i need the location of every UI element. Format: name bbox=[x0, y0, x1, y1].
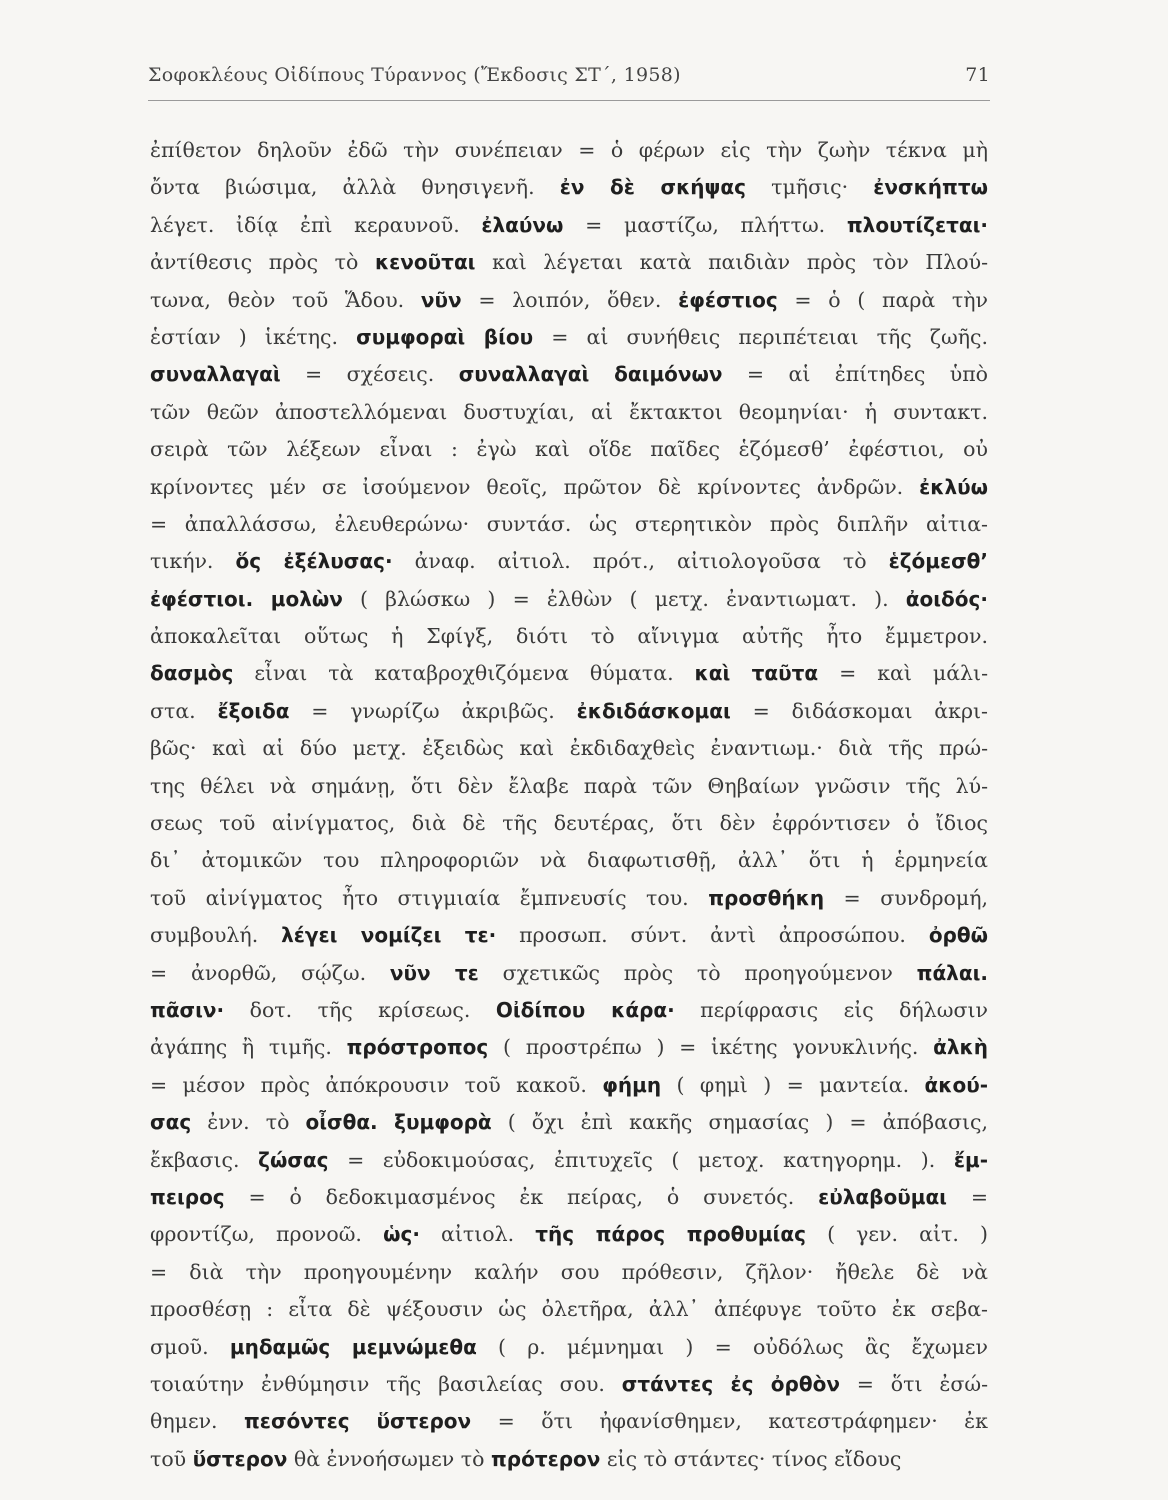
text-line bbox=[150, 1142, 988, 1179]
lemma: πλουτίζεται· bbox=[846, 212, 988, 237]
gloss-text: = ὁ ( παρὰ τὴν bbox=[777, 287, 988, 312]
gloss-text: = ὁ δεδοκιμασμένος ἐκ πείρας, ὁ συνετός. bbox=[224, 1184, 819, 1209]
lemma: ἐνσκήπτω bbox=[873, 175, 988, 200]
text-line bbox=[150, 356, 988, 393]
lemma: ἀλκὴ bbox=[933, 1035, 988, 1060]
gloss-text: τωνα, θεὸν τοῦ Ἅδου. bbox=[150, 287, 421, 312]
lemma: τῆς πάρος προθυμίας bbox=[535, 1222, 806, 1247]
gloss-text: τῶν θεῶν ἀποστελλόμεναι δυστυχίαι, αἱ ἔκτακτοι θεομηνίαι· ἡ συντακτ. bbox=[150, 399, 988, 424]
text-line bbox=[150, 1366, 988, 1403]
lemma: ἔξοιδα bbox=[217, 698, 290, 723]
lemma: ζώσας bbox=[258, 1147, 329, 1172]
gloss-text: ἀντίθεσις πρὸς τὸ bbox=[150, 250, 375, 275]
lemma: πεσόντες ὕστερον bbox=[243, 1409, 472, 1434]
gloss-text: = μέσον πρὸς ἀπόκρουσιν τοῦ κακοῦ. bbox=[150, 1072, 603, 1097]
lemma: πάλαι. bbox=[916, 960, 988, 985]
gloss-text: προσθέσῃ : εἶτα δὲ ψέξουσιν ὡς ὀλετῆρα, ἀλλ᾿ ἀπέφυγε τοῦτο ἐκ σεβα- bbox=[150, 1297, 988, 1322]
text-line bbox=[150, 1329, 988, 1366]
lemma: συναλλαγαὶ δαιμόνων bbox=[458, 362, 723, 387]
text-line bbox=[150, 693, 988, 730]
lemma: προσθήκη bbox=[708, 885, 825, 910]
gloss-text: της θέλει νὰ σημάνῃ, ὅτι δὲν ἔλαβε παρὰ τῶν Θηβαίων γνῶσιν τῆς λύ- bbox=[150, 773, 988, 798]
text-line bbox=[150, 319, 988, 356]
lemma: πᾶσιν· bbox=[150, 997, 225, 1022]
lemma: ἔμ- bbox=[953, 1147, 988, 1172]
text-line bbox=[150, 1291, 988, 1328]
text-line bbox=[150, 805, 988, 842]
gloss-text: καὶ λέγεται κατὰ παιδιὰν πρὸς τὸν Πλού- bbox=[475, 250, 988, 275]
gloss-text: συμβουλή. bbox=[150, 923, 282, 948]
gloss-text: τοιαύτην ἐνθύμησιν τῆς βασιλείας σου. bbox=[150, 1371, 622, 1396]
gloss-text: = εὐδοκιμούσας, ἐπιτυχεῖς ( μετοχ. κατηγορημ. ). bbox=[328, 1147, 954, 1172]
gloss-text: κρίνοντες μέν σε ἰσούμενον θεοῖς, πρῶτον δὲ κρίνοντες ἀνδρῶν. bbox=[150, 474, 920, 499]
lemma: εὐλαβοῦμαι bbox=[818, 1184, 947, 1209]
lemma: Οἰδίπου κάρα· bbox=[495, 997, 675, 1022]
gloss-text: = διὰ τὴν προηγουμένην καλήν σου πρόθεσιν, ζῆλον· ἤθελε δὲ νὰ bbox=[150, 1259, 988, 1284]
gloss-text: = συνδρομή, bbox=[824, 885, 988, 910]
lemma: μηδαμῶς μεμνώμεθα bbox=[229, 1334, 477, 1359]
gloss-text: ἐνν. τὸ bbox=[191, 1110, 306, 1135]
gloss-text: ( φημὶ ) = μαντεία. bbox=[661, 1072, 925, 1097]
gloss-text: ἐπίθετον δηλοῦν ἐδῶ τὴν συνέπειαν = ὁ φέρων εἰς τὴν ζωὴν τέκνα μὴ bbox=[150, 138, 988, 162]
gloss-text: ἀναφ. αἰτιολ. πρότ., αἰτιολογοῦσα τὸ bbox=[392, 549, 889, 574]
gloss-text: = γνωρίζω ἀκριβῶς. bbox=[289, 698, 577, 723]
gloss-text: ἑστίαν ) ἱκέτης. bbox=[150, 324, 357, 349]
gloss-text: εἶναι τὰ καταβροχθιζόμενα θύματα. bbox=[233, 661, 695, 686]
lemma: ἑζόμεσθ’ bbox=[888, 549, 988, 574]
gloss-text: τικήν. bbox=[150, 549, 236, 574]
running-header bbox=[148, 64, 990, 86]
lemma: ἀκού- bbox=[924, 1072, 988, 1097]
gloss-text: = σχέσεις. bbox=[280, 362, 459, 387]
lemma: ἀοιδός· bbox=[905, 586, 988, 611]
lemma: ἐφέστιοι. μολὼν bbox=[150, 586, 343, 611]
lemma: ὡς· bbox=[383, 1222, 420, 1247]
text-line bbox=[150, 169, 988, 206]
text-line bbox=[150, 1254, 988, 1291]
gloss-text: = μαστίζω, πλήττω. bbox=[563, 212, 847, 237]
gloss-text: ( ὄχι ἐπὶ κακῆς σημασίας ) = ἀπόβασις, bbox=[491, 1110, 988, 1135]
gloss-text: στα. bbox=[150, 698, 218, 723]
text-line bbox=[150, 506, 988, 543]
lemma: συμφοραὶ βίου bbox=[356, 324, 534, 349]
lemma: κενοῦται bbox=[374, 250, 476, 275]
gloss-text: = bbox=[946, 1184, 988, 1209]
gloss-text: = ἀνορθῶ, σῴζω. bbox=[150, 960, 390, 985]
gloss-text: θημεν. bbox=[150, 1409, 244, 1434]
gloss-text: σχετικῶς πρὸς τὸ προηγούμενον bbox=[478, 960, 917, 985]
lemma: ὀρθῶ bbox=[928, 923, 988, 948]
text-line bbox=[150, 394, 988, 431]
text-line bbox=[150, 917, 988, 954]
gloss-text: = διδάσκομαι ἀκρι- bbox=[730, 698, 988, 723]
gloss-text: τμῆσις· bbox=[746, 175, 874, 200]
gloss-text: = καὶ μάλι- bbox=[818, 661, 988, 686]
text-line bbox=[150, 581, 988, 618]
lemma: ἐν δὲ σκήψας bbox=[559, 175, 747, 200]
text-line bbox=[150, 244, 988, 281]
text-line bbox=[150, 880, 988, 917]
gloss-text: = ὅτι ἠφανίσθημεν, κατεστράφημεν· ἐκ bbox=[471, 1409, 988, 1434]
gloss-text: ἔκβασις. bbox=[150, 1147, 259, 1172]
text-line bbox=[150, 1029, 988, 1066]
gloss-text: σμοῦ. bbox=[150, 1334, 230, 1359]
text-line bbox=[150, 955, 988, 992]
gloss-text: θὰ ἐννοήσωμεν τὸ bbox=[287, 1446, 491, 1471]
gloss-text: = ὅτι ἐσώ- bbox=[839, 1371, 988, 1396]
page-number: 71 bbox=[965, 64, 990, 86]
text-line bbox=[150, 730, 988, 767]
gloss-text: ( προστρέπω ) = ἱκέτης γονυκλινής. bbox=[488, 1035, 934, 1060]
gloss-text: ἀγάπης ἢ τιμῆς. bbox=[150, 1035, 347, 1060]
text-line bbox=[150, 842, 988, 879]
gloss-text: βῶς· καὶ αἱ δύο μετχ. ἐξειδὼς καὶ ἐκδιδαχθεὶς ἐναντιωμ.· διὰ τῆς πρώ- bbox=[150, 736, 988, 761]
lemma: δασμὸς bbox=[150, 661, 234, 686]
gloss-text: ἀποκαλεῖται οὕτως ἡ Σφίγξ, διότι τὸ αἴνιγμα αὐτῆς ἦτο ἔμμετρον. bbox=[150, 624, 988, 649]
text-line bbox=[150, 618, 988, 655]
text-line bbox=[150, 543, 988, 580]
text-line bbox=[150, 1179, 988, 1216]
text-line bbox=[150, 1403, 988, 1440]
text-line bbox=[150, 1104, 988, 1141]
gloss-text: = αἱ συνήθεις περιπέτειαι τῆς ζωῆς. bbox=[533, 324, 988, 349]
lemma: νῦν bbox=[420, 287, 462, 312]
text-line bbox=[150, 655, 988, 692]
commentary-text bbox=[150, 132, 988, 1478]
gloss-text: τοῦ αἰνίγματος ἦτο στιγμιαία ἔμπνευσίς του. bbox=[150, 885, 709, 910]
text-line bbox=[150, 1067, 988, 1104]
gloss-text: = λοιπόν, ὅθεν. bbox=[461, 287, 679, 312]
lemma: καὶ ταῦτα bbox=[694, 661, 819, 686]
gloss-text: τοῦ bbox=[150, 1446, 193, 1471]
lemma: σας bbox=[150, 1110, 192, 1135]
running-title: Σοφοκλέους Οἰδίπους Τύραννος (Ἔκδοσις ΣΤ΄, 1958) bbox=[148, 64, 681, 86]
lemma: συναλλαγαὶ bbox=[150, 362, 281, 387]
gloss-text: σειρὰ τῶν λέξεων εἶναι : ἐγὼ καὶ οἵδε παῖδες ἑζόμεσθ’ ἐφέστιοι, οὐ bbox=[150, 437, 988, 462]
gloss-text: δι᾿ ἀτομικῶν του πληροφοριῶν νὰ διαφωτισθῇ, ἀλλ᾿ ὅτι ἡ ἑρμηνεία bbox=[150, 848, 988, 873]
lemma: ὕστερον bbox=[192, 1446, 288, 1471]
lemma: νῦν τε bbox=[389, 960, 479, 985]
lemma: οἶσθα. ξυμφορὰ bbox=[305, 1110, 492, 1135]
gloss-text: = ἀπαλλάσσω, ἐλευθερώνω· συντάσ. ὡς στερητικὸν πρὸς διπλῆν αἰτια- bbox=[150, 511, 988, 536]
text-line bbox=[150, 469, 988, 506]
gloss-text: δοτ. τῆς κρίσεως. bbox=[224, 997, 496, 1022]
lemma: στάντες ἐς ὀρθὸν bbox=[621, 1371, 840, 1396]
text-line bbox=[150, 431, 988, 468]
header-rule bbox=[148, 100, 990, 101]
lemma: φήμη bbox=[602, 1072, 662, 1097]
gloss-text: ( ρ. μέμνημαι ) = οὐδόλως ἂς ἔχωμεν bbox=[476, 1334, 988, 1359]
lemma: πρότερον bbox=[490, 1446, 601, 1471]
gloss-text: περίφρασις εἰς δήλωσιν bbox=[674, 997, 988, 1022]
text-line bbox=[150, 768, 988, 805]
lemma: πρόστροπος bbox=[346, 1035, 489, 1060]
gloss-text: αἰτιολ. bbox=[419, 1222, 536, 1247]
gloss-text: = αἱ ἐπίτηδες ὑπὸ bbox=[722, 362, 988, 387]
lemma: πειρος bbox=[150, 1184, 225, 1209]
gloss-text: φροντίζω, προνοῶ. bbox=[150, 1222, 384, 1247]
gloss-text: ( βλώσκω ) = ἐλθὼν ( μετχ. ἐναντιωματ. ). bbox=[342, 586, 906, 611]
gloss-text: ὄντα βιώσιμα, ἀλλὰ θνησιγενῆ. bbox=[150, 175, 560, 200]
text-line bbox=[150, 1441, 988, 1478]
text-line bbox=[150, 1216, 988, 1253]
lemma: ἐκλύω bbox=[919, 474, 988, 499]
lemma: ἐφέστιος bbox=[678, 287, 778, 312]
text-line bbox=[150, 207, 988, 244]
gloss-text: εἰς τὸ στάντες· τίνος εἴδους bbox=[600, 1446, 902, 1471]
text-line bbox=[150, 282, 988, 319]
gloss-text: σεως τοῦ αἰνίγματος, διὰ δὲ τῆς δευτέρας, ὅτι δὲν ἐφρόντισεν ὁ ἴδιος bbox=[150, 811, 988, 836]
lemma: ὅς ἐξέλυσας· bbox=[235, 549, 393, 574]
lemma: λέγει νομίζει τε· bbox=[281, 923, 497, 948]
gloss-text: ( γεν. αἰτ. ) bbox=[805, 1222, 988, 1247]
lemma: ἐλαύνω bbox=[481, 212, 564, 237]
gloss-text: λέγετ. ἰδίᾳ ἐπὶ κεραυνοῦ. bbox=[150, 212, 482, 237]
lemma: ἐκδιδάσκομαι bbox=[576, 698, 731, 723]
text-line bbox=[150, 132, 988, 169]
gloss-text: προσωπ. σύντ. ἀντὶ ἀπροσώπου. bbox=[496, 923, 929, 948]
text-line bbox=[150, 992, 988, 1029]
